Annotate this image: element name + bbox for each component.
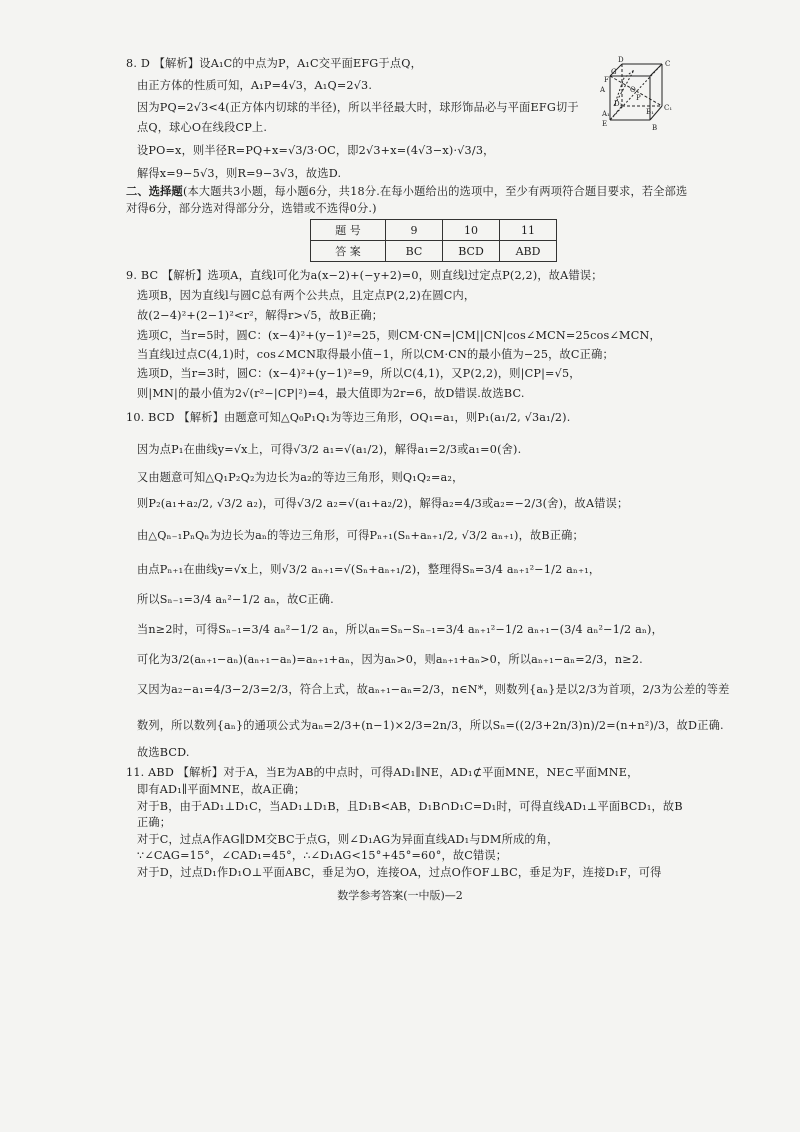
table-cell: BC	[386, 241, 443, 262]
cube-label: D₁	[614, 100, 623, 108]
cube-label: B	[652, 124, 658, 132]
answer-table-row	[311, 241, 557, 262]
cube-label: A₁	[602, 110, 610, 118]
section-2-header	[126, 184, 687, 200]
q10-line-5: 由△Qₙ₋₁PₙQₙ为边长为aₙ的等边三角形，可得Pₙ₊₁(Sₙ+aₙ₊₁/2, √3/2 aₙ₊₁)，故B正确；	[137, 529, 584, 542]
q9-line-2: 选项B，因为直线l与圆C总有两个公共点，且定点P(2,2)在圆C内，	[137, 289, 476, 302]
cube-label: C	[665, 60, 671, 68]
q11-line-5: 对于C，过点A作AG∥DM交BC于点G，则∠D₁AG为异面直线AD₁与DM所成的角，	[137, 833, 559, 846]
q9-line-1: 9. BC 【解析】选项A，直线l可化为a(x−2)+(−y+2)=0，则直线l过定点P(2,2)，故A错误；	[126, 269, 603, 282]
cube-label: E	[602, 120, 608, 128]
cube-label: G	[611, 68, 617, 76]
cube-label: B₁	[646, 108, 654, 116]
cube-label: P	[636, 94, 641, 102]
q11-line-6: ∵∠CAG=15°，∠CAD₁=45°，∴∠D₁AG<15°+45°=60°，故C错误；	[137, 849, 508, 862]
table-cell: 10	[443, 220, 500, 241]
q8-line-2: 由正方体的性质可知，A₁P=4√3，A₁Q=2√3.	[137, 79, 373, 92]
q8-line-6: 解得x=9−5√3，则R=9−3√3，故选D.	[137, 167, 342, 180]
q10-line-4: 则P₂(a₁+a₂/2, √3/2 a₂)，可得√3/2 a₂=√(a₁+a₂/2)，解得a₂=4/3或a₂=−2/3(舍)，故A错误；	[137, 497, 629, 510]
q10-line-7: 所以Sₙ₋₁=3/4 aₙ²−1/2 aₙ，故C正确.	[137, 593, 334, 606]
q9-line-3: 故(2−4)²+(2−1)²<r²，解得r>√5，故B正确；	[137, 309, 384, 322]
section-2-title: 二、选择题	[126, 185, 183, 198]
q11-line-4: 正确；	[137, 816, 172, 829]
q10-line-3: 又由题意可知△Q₁P₂Q₂为边长为a₂的等边三角形，则Q₁Q₂=a₂，	[137, 471, 464, 484]
table-cell: 9	[386, 220, 443, 241]
q11-line-3: 对于B，由于AD₁⊥D₁C，当AD₁⊥D₁B，且D₁B<AB，D₁B∩D₁C=D₁时，可得直线AD₁⊥平面BCD₁，故B	[137, 800, 683, 813]
q10-line-2: 因为点P₁在曲线y=√x上，可得√3/2 a₁=√(a₁/2)，解得a₁=2/3或a₁=0(舍).	[137, 443, 522, 456]
q9-line-7: 则|MN|的最小值为2√(r²−|CP|²)=4，最大值即为2r=6，故D错误.故选BC.	[137, 387, 525, 400]
table-cell: 答 案	[311, 241, 386, 262]
q8-line-4: 点Q，球心O在线段CP上.	[137, 121, 268, 134]
q10-line-11: 数列，所以数列{aₙ}的通项公式为aₙ=2/3+(n−1)×2/3=2n/3，所以Sₙ=((2/3+2n/3)n)/2=(n+n²)/3，故D正确.	[137, 719, 724, 732]
cube-figure	[600, 56, 680, 136]
q11-line-1: 11. ABD 【解析】对于A，当E为AB的中点时，可得AD₁∥NE，AD₁⊄平面MNE，NE⊂平面MNE，	[126, 766, 639, 779]
q8-line-5: 设PO=x，则半径R=PQ+x=√3/3·OC，即2√3+x=(4√3−x)·√3/3，	[137, 144, 495, 157]
answer-table	[310, 219, 557, 262]
q9-line-5: 当直线l过点C(4,1)时，cos∠MCN取得最小值−1，所以CM·CN的最小值为−25，故C正确；	[137, 348, 614, 361]
section-2-desc: (本大题共3小题，每小题6分，共18分.在每小题给出的选项中，至少有两项符合题目要求，若全部选	[182, 185, 688, 198]
cube-label: O	[630, 86, 636, 94]
table-cell: 11	[500, 220, 557, 241]
table-cell: BCD	[443, 241, 500, 262]
q10-line-1: 10. BCD 【解析】由题意可知△Q₀P₁Q₁为等边三角形，OQ₁=a₁，则P₁(a₁/2, √3a₁/2).	[126, 411, 571, 424]
q8-line-3: 因为PQ=2√3<4(正方体内切球的半径)，所以半径最大时，球形饰品必与平面EFG切于	[137, 101, 579, 114]
q10-line-6: 由点Pₙ₊₁在曲线y=√x上，则√3/2 aₙ₊₁=√(Sₙ+aₙ₊₁/2)，整理得Sₙ=3/4 aₙ₊₁²−1/2 aₙ₊₁，	[137, 563, 601, 576]
q10-line-8: 当n≥2时，可得Sₙ₋₁=3/4 aₙ²−1/2 aₙ，所以aₙ=Sₙ−Sₙ₋₁=3/4 aₙ₊₁²−1/2 aₙ₊₁−(3/4 aₙ²−1/2 aₙ)，	[137, 623, 663, 636]
q8-line-1: 8. D 【解析】设A₁C的中点为P，A₁C交平面EFG于点Q，	[126, 57, 422, 70]
table-cell: ABD	[500, 241, 557, 262]
section-2-desc-2: 对得6分，部分选对得部分分，选错或不选得0分.)	[126, 202, 377, 215]
cube-label: A	[600, 86, 606, 94]
q10-line-12: 故选BCD.	[137, 746, 190, 759]
cube-label: F	[604, 76, 609, 84]
table-cell: 题 号	[311, 220, 386, 241]
q11-line-2: 即有AD₁∥平面MNE，故A正确；	[137, 783, 306, 796]
q11-line-7: 对于D，过点D₁作D₁O⊥平面ABC，垂足为O，连接OA，过点O作OF⊥BC，垂足为F，连接D₁F，可得	[137, 866, 662, 879]
q9-line-4: 选项C，当r=5时，圆C：(x−4)²+(y−1)²=25，则CM·CN=|CM||CN|cos∠MCN=25cos∠MCN，	[137, 329, 661, 342]
page-footer: 数学参考答案(一中版)—2	[337, 889, 463, 902]
q10-line-10: 又因为a₂−a₁=4/3−2/3=2/3，符合上式，故aₙ₊₁−aₙ=2/3，n∈N*，则数列{aₙ}是以2/3为首项，2/3为公差的等差	[137, 683, 730, 696]
answer-table-header-row	[311, 220, 557, 241]
q9-line-6: 选项D，当r=3时，圆C：(x−4)²+(y−1)²=9，所以C(4,1)，又P(2,2)，则|CP|=√5，	[137, 367, 581, 380]
cube-label: D	[618, 56, 624, 64]
q10-line-9: 可化为3/2(aₙ₊₁−aₙ)(aₙ₊₁−aₙ)=aₙ₊₁+aₙ，因为aₙ>0，则aₙ₊₁+aₙ>0，所以aₙ₊₁−aₙ=2/3，n≥2.	[137, 653, 643, 666]
cube-label: C₁	[664, 104, 673, 112]
